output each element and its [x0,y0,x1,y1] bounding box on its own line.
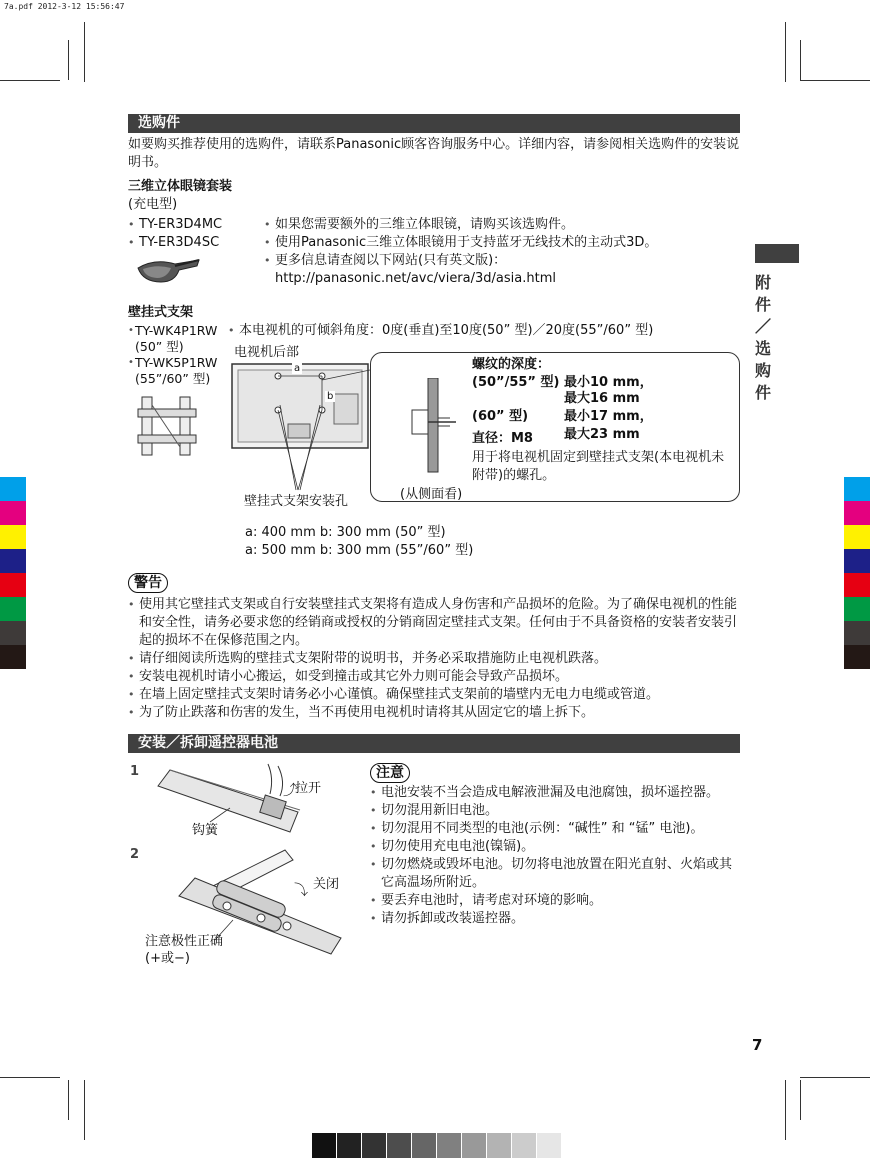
note-item: • 使用Panasonic三维立体眼镜用于支持蓝牙无线技术的主动式3D。 [264,234,734,252]
crop-mark [84,1080,85,1140]
screw-side-view-icon [398,378,460,474]
step-2: 2 [130,847,140,862]
warning-item: • 在墙上固定壁挂式支架时请务必小心谨慎。确保壁挂式支架前的墙壁内无电力电缆或管道。 [128,686,740,704]
color-swatch-cyan [0,477,26,501]
crop-mark [785,1080,786,1140]
bracket-model-2-size: (55”/60” 型) [135,371,211,386]
dimension-55-60: a: 500 mm b: 300 mm (55”/60” 型) [245,543,474,558]
open-label: 拉开 [295,781,322,796]
caution-list [370,784,740,928]
color-swatch-yellow [844,525,870,549]
depth-title: 螺纹的深度： [472,357,551,372]
caution-item: • 切勿混用新旧电池。 [370,802,740,820]
depth-min-17: 最小17 mm， [564,409,653,424]
note-item: • 如果您需要额外的三维立体眼镜，请购买该选购件。 [264,216,734,234]
glasses-url: http://panasonic.net/avc/viera/3d/asia.html [275,271,556,286]
glasses-models [128,216,222,252]
step-1: 1 [130,764,140,779]
polarity-label: 注意极性正确 [145,934,224,949]
dimension-50: a: 400 mm b: 300 mm (50” 型) [245,525,446,540]
warning-item: • 请仔细阅读所选购的壁挂式支架附带的说明书，并务必采取措施防止电视机跌落。 [128,650,740,668]
depth-60-label: (60” 型) [472,409,529,424]
depth-min-10: 最小10 mm， [564,375,653,390]
grayscale-bar [312,1133,561,1158]
caution-item: • 电池安装不当会造成电解液泄漏及电池腐蚀，损坏遥控器。 [370,784,740,802]
holes-label: 壁挂式支架安装孔 [244,494,349,509]
caution-item: • 切勿燃烧或毁坏电池。切勿将电池放置在阳光直射、火焰或其它高温场所附近。 [370,856,740,892]
section-title-options: 选购件 [128,114,740,133]
close-label: 关闭 [313,877,340,892]
note-item: • 更多信息请查阅以下网站(只有英文版)： [264,252,734,270]
color-swatch-green [0,597,26,621]
warning-item: • 安装电视机时请小心搬运，如受到撞击或其它外力则可能会导致产品损坏。 [128,668,740,686]
glasses-subheading: (充电型) [128,197,178,212]
color-swatch-cyan [844,477,870,501]
page-number: 7 [752,1036,763,1054]
crop-mark [800,40,801,80]
warning-item: • 使用其它壁挂式支架或自行安装壁挂式支架将有造成人身伤害和产品损坏的危险。为了确保电视机的性能和安全性，请务必要求您的经销商或授权的分销商固定壁挂式支架。任何由于不具备资格的安装者安装引起的损坏不在保修范围之内。 [128,596,740,650]
crop-mark [84,22,85,82]
color-swatch-magenta [0,501,26,525]
dimension-label-a: a [294,363,301,374]
bracket-model-1-size: (50” 型) [135,339,184,354]
caution-item: • 请勿拆卸或改装遥控器。 [370,910,740,928]
color-swatch-magenta [844,501,870,525]
bracket-heading: 壁挂式支架 [128,305,194,320]
holes-pointer-lines [260,405,340,495]
crop-mark [0,80,60,81]
3d-glasses-icon [135,254,203,288]
color-swatch-darkgray [844,621,870,645]
side-view-label: (从侧面看) [400,487,463,502]
wall-bracket-icon [134,395,200,457]
warning-list [128,596,740,722]
section-title-battery: 安装／拆卸遥控器电池 [128,734,740,753]
file-meta: 7a.pdf 2012-3-12 15:56:47 [4,2,125,11]
hook-label: 钩簧 [192,823,219,838]
warning-item: • 为了防止跌落和伤害的发生，当不再使用电视机时请将其从固定它的墙上拆下。 [128,704,740,722]
arrow-close-icon: ⤵ [294,883,308,899]
model-item: • TY-ER3D4SC [128,234,222,252]
depth-5055-label: (50”/55” 型) [472,375,560,390]
warning-label: 警告 [128,572,168,593]
color-swatch-blue [844,549,870,573]
depth-max-16: 最大16 mm [564,391,640,406]
bracket-models: • TY-WK4P1RW (50” 型) • TY-WK5P1RW (55”/60” 型) [128,323,233,387]
color-swatch-yellow [0,525,26,549]
remote-step1-illustration [150,760,310,842]
screw-hole-note: 用于将电视机固定到壁挂式支架(本电视机未附带)的螺孔。 [472,450,725,483]
color-swatch-red [844,573,870,597]
bracket-tilt-note [228,322,738,340]
section-intro: 如要购买推荐使用的选购件，请联系Panasonic顾客咨询服务中心。详细内容，请参阅相关选购件的安装说明书。 [128,137,740,170]
glasses-heading: 三维立体眼镜套装 [128,179,233,194]
crop-mark [68,40,69,80]
crop-mark [800,1080,801,1120]
depth-max-23: 最大23 mm [564,427,640,442]
color-swatch-blue [0,549,26,573]
tv-rear-label: 电视机后部 [234,345,300,360]
color-swatch-black [0,645,26,669]
caution-item: • 要丢弃电池时，请考虑对环境的影响。 [370,892,740,910]
tilt-note-item: • 本电视机的可倾斜角度：0度(垂直)至10度(50” 型)／20度(55”/60” 型) [228,322,738,340]
color-swatch-green [844,597,870,621]
dimension-label-b: b [327,391,334,402]
model-item: • TY-ER3D4MC [128,216,222,234]
side-tab-title: 附 件 ／ 选 购 件 [754,273,771,402]
diameter-label: 直径：M8 [472,431,533,446]
crop-mark [0,1077,60,1078]
side-tab-marker [755,244,799,263]
bracket-model-1: TY-WK4P1RW [135,323,218,338]
polarity-sign-label: (+或−) [145,951,190,966]
caution-item: • 切勿使用充电电池(镍镉)。 [370,838,740,856]
bracket-model-2: TY-WK5P1RW [135,355,218,370]
color-swatch-darkgray [0,621,26,645]
crop-mark [785,22,786,82]
caution-item: • 切勿混用不同类型的电池(示例：“碱性” 和 “锰” 电池)。 [370,820,740,838]
crop-mark [68,1080,69,1120]
arrow-open-icon: ⤴ [283,783,297,799]
caution-label: 注意 [370,762,410,783]
color-swatch-black [844,645,870,669]
color-swatch-red [0,573,26,597]
crop-mark [800,80,870,81]
glasses-notes [264,216,734,270]
crop-mark [800,1077,870,1078]
